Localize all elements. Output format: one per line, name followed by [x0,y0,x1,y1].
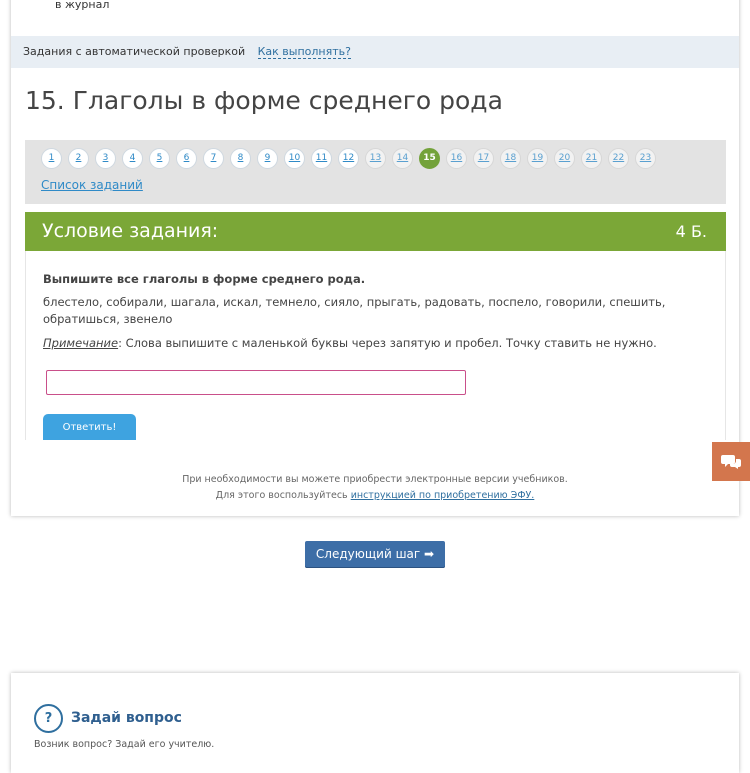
task-pager [25,140,726,204]
pager-item-17[interactable]: 17 [473,148,494,169]
footer-note [11,472,739,504]
condition-points: 4 Б. [675,222,707,241]
pager-item-8[interactable]: 8 [230,148,251,169]
pager-item-12[interactable]: 12 [338,148,359,169]
answer-input[interactable] [46,370,466,395]
condition-title: Условие задания: [42,220,219,242]
note [43,336,657,350]
pager-item-13[interactable]: 13 [365,148,386,169]
chat-bubbles-icon [721,454,741,470]
task-list-link[interactable]: Список заданий [41,178,143,192]
divider [25,440,726,444]
chat-button[interactable] [712,442,750,481]
pager-item-3[interactable]: 3 [95,148,116,169]
word-list: блестело, собирали, шагала, искал, темнело, сияло, прыгать, радовать, поспело, говорили, спешить, обратишься, звенело [43,295,666,326]
instruction-text: Выпишите все глаголы в форме среднего рода. [43,272,366,286]
info-bar [11,36,739,68]
pager-item-10[interactable]: 10 [284,148,305,169]
ask-question-card [11,673,739,773]
submit-button[interactable]: Ответить! [43,414,136,442]
pager-item-21[interactable]: 21 [581,148,602,169]
condition-body [25,251,726,441]
pager-item-1[interactable]: 1 [41,148,62,169]
condition-header [25,212,726,251]
info-bar-label: Задания с автоматической проверкой [23,45,246,58]
task-card [11,0,739,516]
pager-item-22[interactable]: 22 [608,148,629,169]
pager-item-2[interactable]: 2 [68,148,89,169]
ask-subtitle: Возник вопрос? Задай его учителю. [34,739,215,750]
pager-item-11[interactable]: 11 [311,148,332,169]
pager-item-14[interactable]: 14 [392,148,413,169]
intro-text: в журнал [55,0,110,11]
page-title: 15. Глаголы в форме среднего рода [25,86,503,115]
note-text: : Слова выпишите с маленькой буквы через запятую и пробел. Точку ставить не нужно. [118,336,657,350]
question-circle-icon: ? [34,704,63,733]
pager-item-7[interactable]: 7 [203,148,224,169]
footer-line-2-prefix: Для этого воспользуйтесь [215,490,351,501]
pager-item-19[interactable]: 19 [527,148,548,169]
footer-line-1: При необходимости вы можете приобрести электронные версии учебников. [182,474,568,485]
pager-item-9[interactable]: 9 [257,148,278,169]
ask-title: Задай вопрос [71,710,182,726]
pager-item-4[interactable]: 4 [122,148,143,169]
next-step-button[interactable]: Следующий шаг ➡ [305,541,445,568]
pager-item-20[interactable]: 20 [554,148,575,169]
footer-line-2 [11,488,739,504]
efu-instruction-link[interactable]: инструкцией по приобретению ЭФУ. [350,490,535,501]
how-to-link[interactable]: Как выполнять? [257,45,351,58]
pager-item-18[interactable]: 18 [500,148,521,169]
note-label: Примечание [43,336,119,350]
pager-item-15[interactable]: 15 [419,148,440,169]
pager-item-6[interactable]: 6 [176,148,197,169]
pager-numbers [41,148,662,169]
pager-item-5[interactable]: 5 [149,148,170,169]
pager-item-16[interactable]: 16 [446,148,467,169]
pager-item-23[interactable]: 23 [635,148,656,169]
